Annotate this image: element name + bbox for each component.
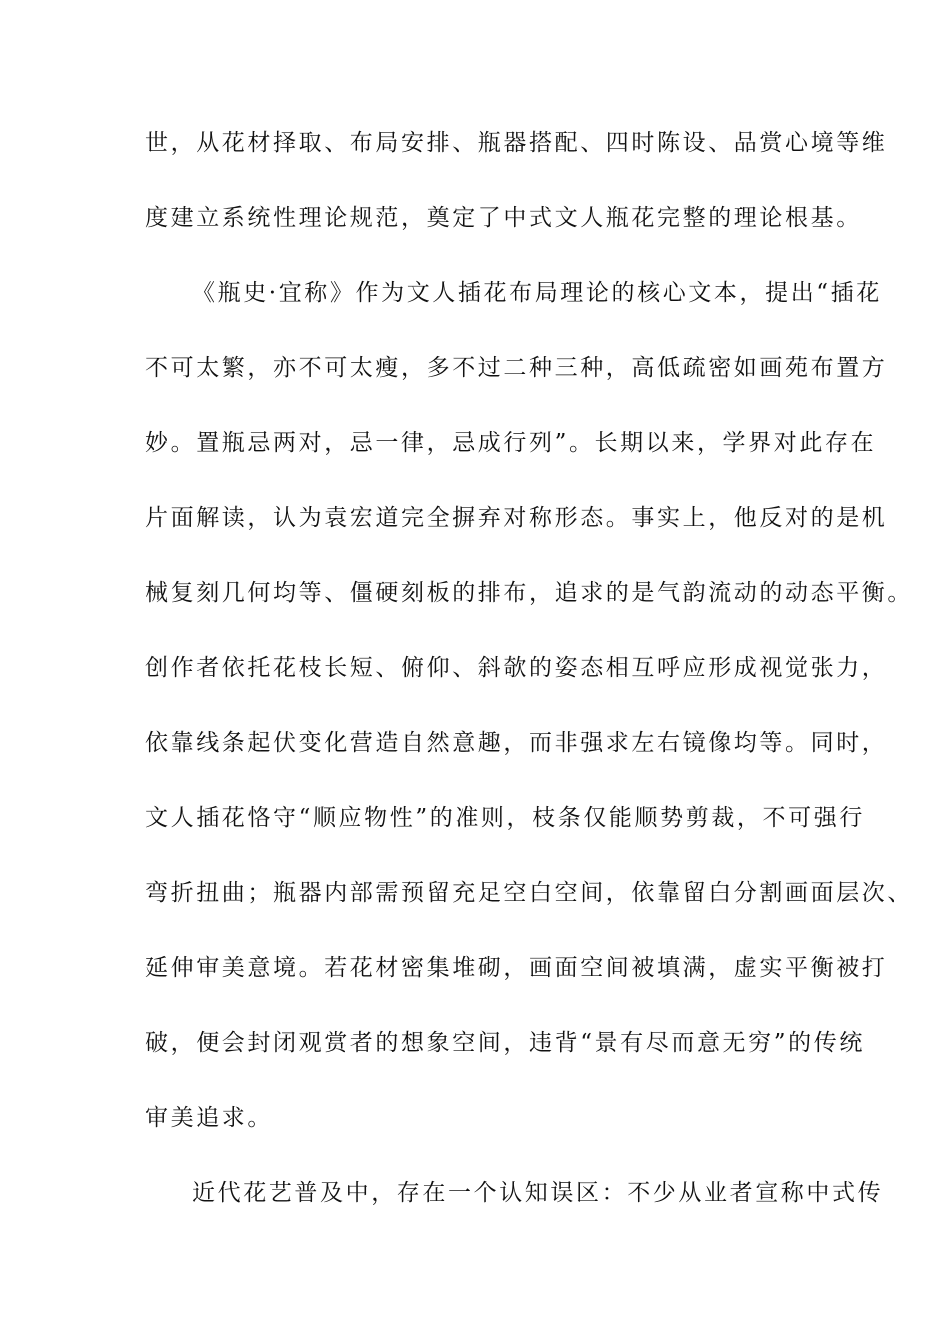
text-line-5: 妙。置瓶忌两对，忌一律，忌成行列”。长期以来，学界对此存在 (145, 430, 877, 456)
text-line-9: 依靠线条起伏变化营造自然意趣，而非强求左右镜像均等。同时， (145, 730, 888, 756)
paragraph-start-line: 《瓶史·宜称》作为文人插花布局理论的核心文本，提出“插花 (192, 280, 882, 306)
text-line-13: 破，便会封闭观赏者的想象空间，违背“景有尽而意无穷”的传统 (145, 1030, 865, 1056)
text-line-2: 度建立系统性理论规范，奠定了中式文人瓶花完整的理论根基。 (145, 205, 862, 231)
text-line-14: 审美追求。 (145, 1105, 273, 1131)
text-line-10: 文人插花恪守“顺应物性”的准则，枝条仅能顺势剪裁，不可强行 (145, 805, 865, 831)
text-line-12: 延伸审美意境。若花材密集堆砌，画面空间被填满，虚实平衡被打 (145, 955, 888, 981)
text-line-6: 片面解读，认为袁宏道完全摒弃对称形态。事实上，他反对的是机 (145, 505, 888, 531)
text-line-4: 不可太繁，亦不可太瘦，多不过二种三种，高低疏密如画苑布置方 (145, 355, 888, 381)
paragraph-start-line: 近代花艺普及中，存在一个认知误区：不少从业者宣称中式传 (192, 1180, 884, 1206)
text-line-11: 弯折扭曲；瓶器内部需预留充足空白空间，依靠留白分割画面层次、 (145, 880, 913, 906)
text-line-8: 创作者依托花枝长短、俯仰、斜欹的姿态相互呼应形成视觉张力， (145, 655, 888, 681)
text-line-7: 械复刻几何均等、僵硬刻板的排布，追求的是气韵流动的动态平衡。 (145, 580, 913, 606)
text-line-1: 世，从花材择取、布局安排、瓶器搭配、四时陈设、品赏心境等维 (145, 130, 888, 156)
